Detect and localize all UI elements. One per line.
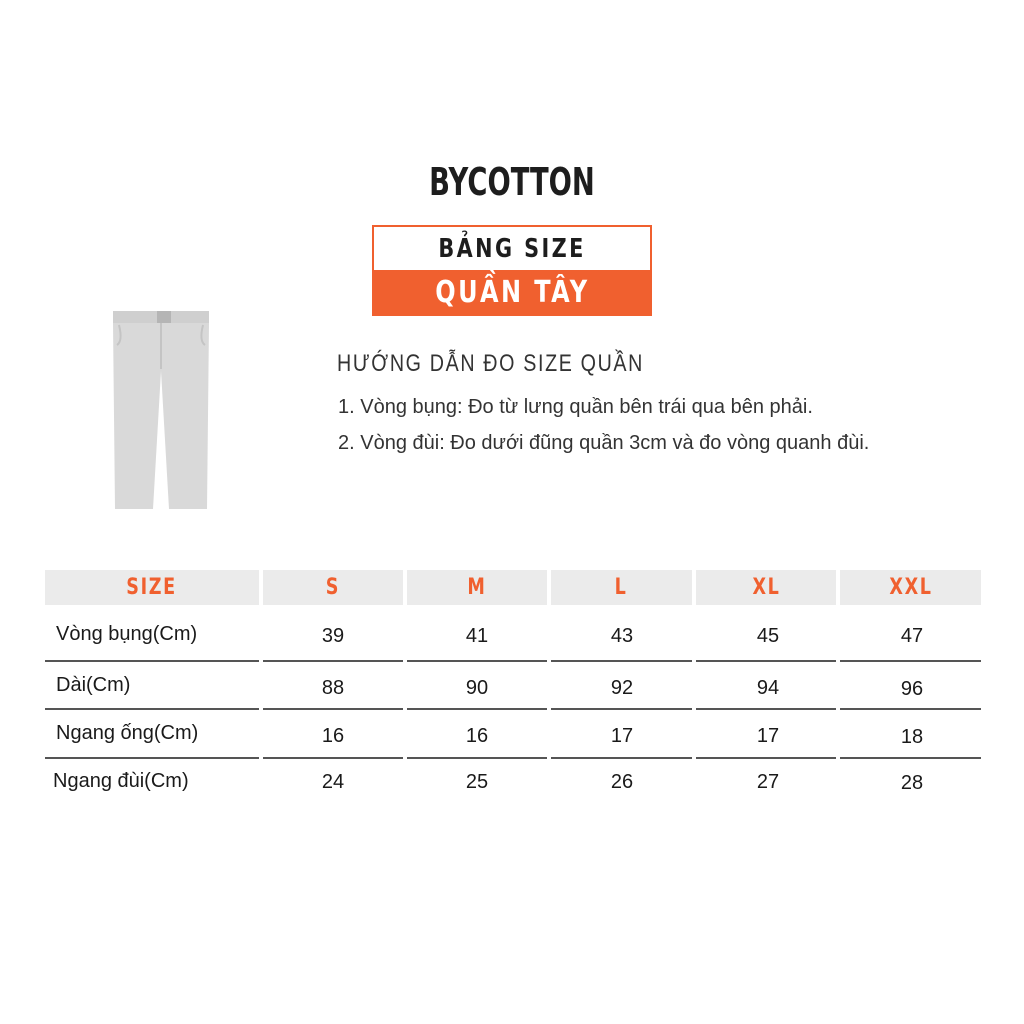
guide-heading: HƯỚNG DẪN ĐO SIZE QUẦN (337, 350, 645, 377)
guide-step-1: 1. Vòng bụng: Đo từ lưng quần bên trái qua bên phải. (338, 396, 813, 418)
table-cell: 16 (465, 725, 489, 747)
header-size: SIZE (45, 570, 259, 605)
table-cell: 45 (756, 625, 780, 647)
row-divider (840, 660, 981, 662)
row-divider (263, 708, 403, 710)
row-divider (45, 708, 259, 710)
table-cell: 17 (610, 725, 634, 747)
row-divider (551, 757, 692, 759)
header-s: S (263, 570, 403, 605)
table-cell: 25 (465, 771, 489, 793)
table-cell: 41 (465, 625, 489, 647)
row-divider (696, 757, 836, 759)
table-cell: 26 (610, 771, 634, 793)
row-divider (696, 660, 836, 662)
table-cell: 43 (610, 625, 634, 647)
table-cell: 16 (321, 725, 345, 747)
table-cell: 24 (321, 771, 345, 793)
row-divider (407, 757, 547, 759)
title-bottom: QUẦN TÂY (374, 270, 650, 314)
row-divider (840, 708, 981, 710)
size-chart-title (372, 225, 652, 316)
table-cell: 27 (756, 771, 780, 793)
table-cell: 90 (465, 677, 489, 699)
row-divider (407, 708, 547, 710)
brand-logo: BYCOTTON (429, 160, 595, 204)
row-divider (45, 660, 259, 662)
table-cell: 18 (900, 726, 924, 748)
title-top: BẢNG SIZE (374, 227, 650, 270)
header-l: L (551, 570, 692, 605)
row-label-vong-bung: Vòng bụng(Cm) (56, 623, 198, 645)
row-divider (263, 757, 403, 759)
table-cell: 92 (610, 677, 634, 699)
row-label-dai: Dài(Cm) (56, 674, 131, 696)
table-cell: 47 (900, 625, 924, 647)
trousers-icon (113, 311, 209, 509)
table-cell: 17 (756, 725, 780, 747)
header-xl: XL (696, 570, 836, 605)
row-divider (45, 757, 259, 759)
row-divider (696, 708, 836, 710)
table-cell: 96 (900, 678, 924, 700)
table-cell: 39 (321, 625, 345, 647)
table-cell: 94 (756, 677, 780, 699)
row-label-ngang-dui: Ngang đùi(Cm) (53, 770, 189, 792)
row-divider (551, 708, 692, 710)
header-m: M (407, 570, 547, 605)
guide-step-2: 2. Vòng đùi: Đo dưới đũng quần 3cm và đo vòng quanh đùi. (338, 432, 870, 454)
row-divider (263, 660, 403, 662)
row-label-ngang-ong: Ngang ống(Cm) (56, 722, 199, 744)
row-divider (551, 660, 692, 662)
table-cell: 88 (321, 677, 345, 699)
row-divider (407, 660, 547, 662)
header-xxl: XXL (840, 570, 981, 605)
table-cell: 28 (900, 772, 924, 794)
row-divider (840, 757, 981, 759)
